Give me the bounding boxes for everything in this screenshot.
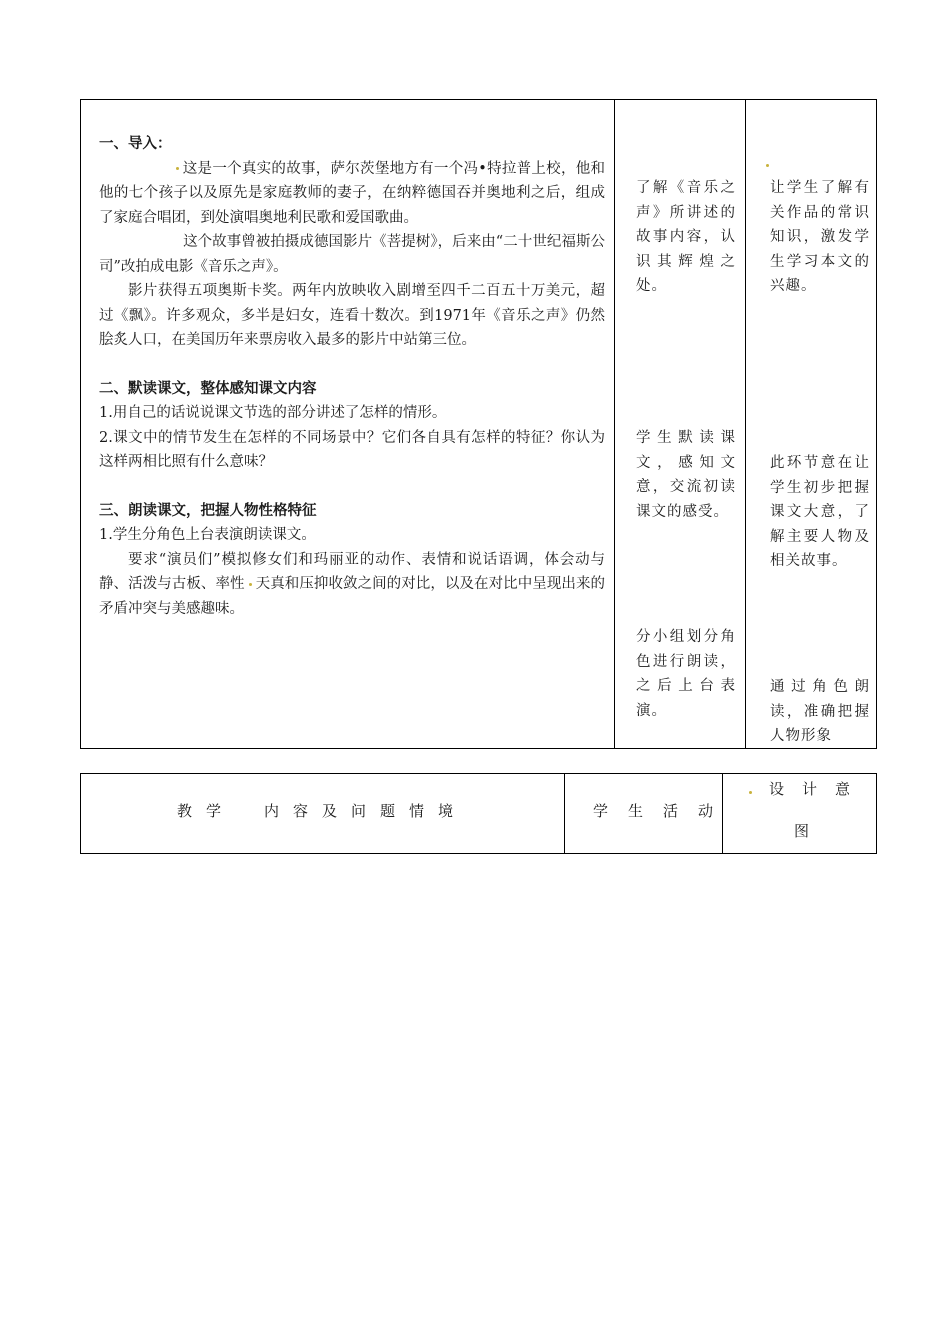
activity-column [614,100,745,748]
intro-paragraph-1: 这是一个真实的故事，萨尔茨堡地方有一个冯•特拉普上校，他和他的七个孩子以及原先是家庭教师的妻子，在纳粹德国吞并奥地利之后，组成了家庭合唱团，到处演唱奥地利民歌和爱国歌曲。 [99,160,605,226]
marker-dot-icon [176,167,179,170]
header-content-column [81,774,564,853]
header-intent-label-line1: 设计意 [769,780,869,798]
header-activity-column [564,774,734,853]
intro-paragraph-3: 影片获得五项奥斯卡奖。两年内放映收入剧增至四千二百五十万美元，超过《飘》。许多观众，多半是妇女，连看十数次。到1971年《音乐之声》仍然脍炙人口，在美国历年来票房收入最多的影片中站第三位。 [99,283,605,348]
activity-2: 学生默读课文，感知文意，交流初读课文的感受。 [636,430,736,520]
lesson-table [80,99,877,749]
section-heading-intro: 一、导入： [99,136,172,152]
task-requirement: 要求“演员们”模拟修女们和玛丽亚的动作、表情和说话语调，体会动与静、活泼与古板、率性 天真和压抑收敛之间的对比，以及在对比中呈现出来的矛盾冲突与美感趣味。 [99,551,606,617]
section-heading-silent-reading: 二、默读课文，整体感知课文内容 [99,380,317,397]
activity-1: 了解《音乐之声》所讲述的故事内容，认识其辉煌之处。 [636,180,736,294]
marker-dot-icon [749,791,752,794]
header-table [80,773,877,854]
header-activity-label: 学生活动 [593,802,734,820]
intent-1: 让学生了解有关作品的常识知识，激发学生学习本文的兴趣。 [770,180,870,294]
header-intent-label-line2: 图 [794,822,824,840]
section-heading-reading-aloud: 三、朗读课文，把握人物性格特征 [99,502,317,519]
intro-paragraph-2: 这个故事曾被拍摄成德国影片《菩提树》，后来由“二十世纪福斯公司”改拍成电影《音乐之声》。 [99,234,605,275]
content-column [81,100,614,748]
question-1: 1.用自己的话说说课文节选的部分讲述了怎样的情形。 [99,405,447,421]
intent-3: 通过角色朗读，准确把握人物形象 [770,679,870,744]
header-intent-column [722,774,876,853]
intent-column [745,100,876,748]
task-1: 1.学生分角色上台表演朗读课文。 [99,527,316,543]
marker-dot-icon [249,583,252,586]
intent-2: 此环节意在让学生初步把握课文大意，了解主要人物及相关故事。 [770,455,870,569]
activity-3: 分小组划分角色进行朗读，之后上台表演。 [636,629,736,719]
header-content-label: 教学 内容及问题情境 [177,802,468,820]
question-2: 2.课文中的情节发生在怎样的不同场景中？它们各自具有怎样的特征？你认为这样两相比照有什么意味？ [99,429,605,470]
marker-dot-icon [766,164,769,167]
